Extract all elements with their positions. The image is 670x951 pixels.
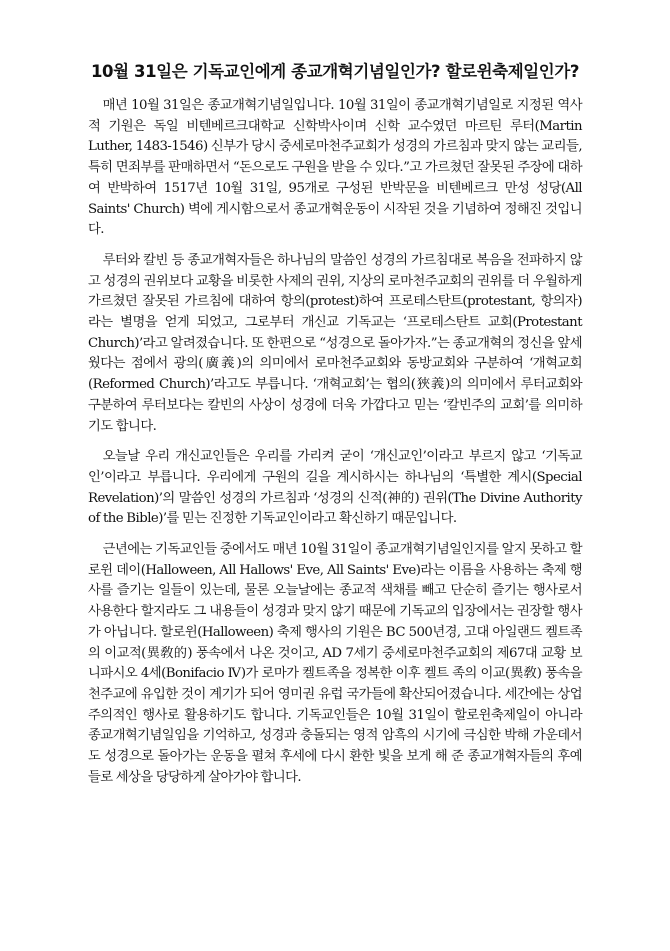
paragraph-halloween: 근년에는 기독교인들 중에서도 매년 10월 31일이 종교개혁기념일인지를 알지 못하고 할로윈 데이(Halloween, All Hallows' Eve, All Saints' Eve)라는 이름을 사용하는 축제 행사를 즐기는 일들이 있는데, 물론 오늘날에는 종교적 색채를 빼고 단순히 즐기는 행사로서 사용한다 할지라도 그 내용들이 성경과 맞지 않기 때문에 기독교의 입장에서는 권장할 행사가 아닙니다. 할로윈(Halloween) 축제 행사의 기원은 BC 500년경, 고대 아일랜드 켈트족의 이교적(異敎的) 풍속에서 나온 것이고, AD 7세기 중세로마천주교회의 제67대 교황 보니파시오 4세(Bonifacio Ⅳ)가 로마가 켈트족을 정복한 이후 켈트 족의 이교(異敎) 풍속을 천주교에 유입한 것이 계기가 되어 영미권 유럽 국가들에 확산되어졌습니다. 세간에는 상업주의적인 행사로 활용하기도 합니다. 기독교인들은 10월 31일이 할로윈축제일이 아니라 종교개혁기념일임을 기억하고, 성경과 충돌되는 영적 암흑의 시기에 극심한 박해 가운데서도 성경으로 돌아가는 운동을 펼쳐 후세에 다시 환한 빛을 보게 해 준 종교개혁자들의 후예들로 세상을 당당하게 살아가야 합니다.: [88, 542, 582, 785]
paragraph-christian-identity: 오늘날 우리 개신교인들은 우리를 가리켜 굳이 ‘개신교인’이라고 부르지 않고 ‘기독교인’이라고 부릅니다. 우리에게 구원의 길을 계시하시는 하나님의 ‘특별한 계시(Special Revelation)’의 말씀인 성경의 가르침과 ‘성경의 신적(神的) 권위(The Divine Authority of the Bible)’를 믿는 진정한 기독교인이라고 확신하기 때문입니다.: [88, 449, 582, 527]
document-title: 10월 31일은 기독교인에게 종교개혁기념일인가? 할로윈축제일인가?: [90, 62, 580, 81]
document-body: [88, 96, 582, 789]
paragraph-reformation-day-origin: 매년 10월 31일은 종교개혁기념일입니다. 10월 31일이 종교개혁기념일로 지정된 역사적 기원은 독일 비텐베르크대학교 신학박사이며 신학 교수였던 마르틴 루터(Martin Luther, 1483-1546) 신부가 당시 중세로마천주교회가 성경의 가르침과 맞지 않는 교리들, 특히 면죄부를 판매하면서 “돈으로도 구원을 받을 수 있다.”고 가르쳤던 잘못된 주장에 대하여 반박하여 1517년 10월 31일, 95개로 구성된 반박문을 비텐베르크 만성 성당(All Saints' Church) 벽에 게시함으로서 종교개혁운동이 시작된 것을 기념하여 정해진 것입니다.: [88, 98, 582, 238]
paragraph-protestant-name: 루터와 칼빈 등 종교개혁자들은 하나님의 말씀인 성경의 가르침대로 복음을 전파하지 않고 성경의 권위보다 교황을 비롯한 사제의 권위, 지상의 로마천주교회의 권위를 더 우월하게 가르쳤던 잘못된 가르침에 대하여 항의(protest)하여 프로테스탄트(protestant, 항의자)라는 별명을 얻게 되었고, 그로부터 개신교 기독교는 ‘프로테스탄트 교회(Protestant Church)’라고 알려졌습니다. 또 한편으로 “성경으로 돌아가자.”는 종교개혁의 정신을 앞세웠다는 점에서 광의(廣義)의 의미에서 로마천주교회와 동방교회와 구분하여 ‘개혁교회(Reformed Church)’라고도 부릅니다. ‘개혁교회’는 협의(狹義)의 의미에서 루터교회와 구분하여 루터보다는 칼빈의 사상이 성경에 더욱 가깝다고 믿는 ‘칼빈주의 교회’를 의미하기도 합니다.: [88, 252, 582, 434]
